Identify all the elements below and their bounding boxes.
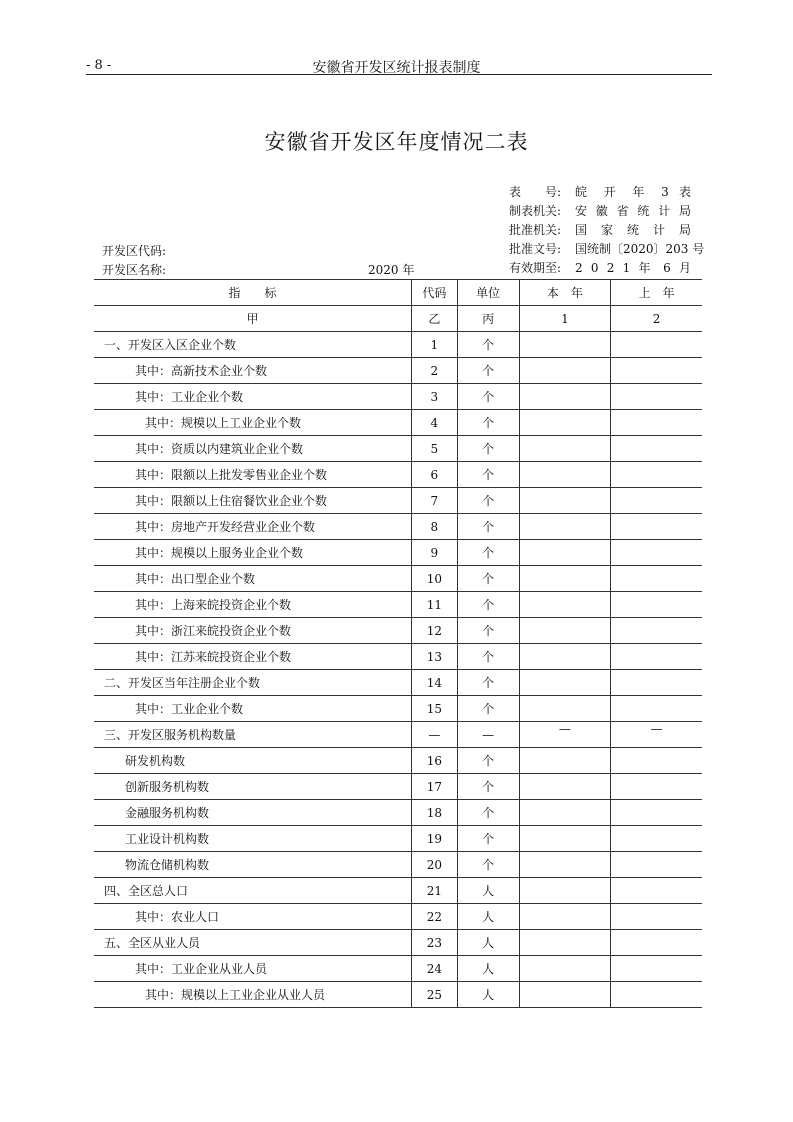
unit-cell: 个	[457, 410, 519, 436]
unit-cell: 人	[457, 982, 519, 1008]
table-row	[94, 722, 702, 748]
current-year-cell[interactable]	[519, 332, 611, 358]
code-cell: —	[411, 722, 457, 748]
unit-cell: 个	[457, 462, 519, 488]
indicator-label: 其中：房地产开发经营业企业个数	[135, 520, 316, 534]
page-title: 安徽省开发区年度情况二表	[264, 130, 529, 154]
indicator-cell	[94, 540, 411, 566]
indicator-cell	[94, 930, 411, 956]
header-indicator: 指 标	[94, 280, 411, 306]
unit-cell: 个	[457, 852, 519, 878]
indicator-label: 创新服务机构数	[125, 780, 210, 794]
indicator-cell	[94, 982, 411, 1008]
current-year-cell[interactable]	[519, 826, 611, 852]
code-cell: 3	[411, 384, 457, 410]
table-row	[94, 462, 702, 488]
indicator-cell	[94, 410, 411, 436]
subheader-current-year: 1	[519, 306, 611, 332]
unit-cell: 个	[457, 592, 519, 618]
indicator-cell	[94, 800, 411, 826]
indicator-label: 其中：工业企业个数	[135, 702, 244, 716]
previous-year-cell[interactable]	[611, 540, 702, 566]
indicator-label: 金融服务机构数	[125, 806, 210, 820]
previous-year-cell[interactable]	[611, 800, 702, 826]
table-row	[94, 488, 702, 514]
table-row	[94, 514, 702, 540]
meta-label: 批准文号:	[509, 242, 562, 256]
table-row	[94, 852, 702, 878]
meta-label: 制表机关:	[509, 204, 562, 218]
unit-cell: 个	[457, 826, 519, 852]
table-row	[94, 904, 702, 930]
previous-year-cell[interactable]	[611, 904, 702, 930]
current-year-cell[interactable]	[519, 878, 611, 904]
indicator-label: 其中：浙江来皖投资企业个数	[135, 624, 292, 638]
meta-row	[509, 183, 691, 202]
table-row	[94, 982, 702, 1008]
indicator-cell	[94, 462, 411, 488]
meta-label: 批准机关:	[509, 223, 562, 237]
unit-cell: 个	[457, 566, 519, 592]
subheader-indicator: 甲	[94, 306, 411, 332]
indicator-label: 其中：资质以内建筑业企业个数	[135, 442, 304, 456]
previous-year-cell[interactable]	[611, 878, 702, 904]
current-year-cell[interactable]	[519, 982, 611, 1008]
meta-value: 安 徽 省 统 计 局	[575, 204, 691, 218]
indicator-cell	[94, 774, 411, 800]
current-year-cell[interactable]	[519, 852, 611, 878]
current-year-cell[interactable]	[519, 670, 611, 696]
indicator-label: 四、全区总人口	[104, 884, 189, 898]
current-year-cell[interactable]	[519, 800, 611, 826]
header-unit: 单位	[457, 280, 519, 306]
indicator-label: 其中：出口型企业个数	[135, 572, 256, 586]
table-row	[94, 696, 702, 722]
current-year-cell[interactable]	[519, 384, 611, 410]
indicator-cell	[94, 696, 411, 722]
previous-year-cell[interactable]	[611, 358, 702, 384]
meta-value: 国 家 统 计 局	[575, 223, 691, 237]
indicator-cell	[94, 826, 411, 852]
indicator-label: 其中：工业企业从业人员	[135, 962, 268, 976]
unit-cell: 个	[457, 696, 519, 722]
page-number: - 8 -	[86, 58, 112, 73]
indicator-cell	[94, 852, 411, 878]
unit-cell: 个	[457, 332, 519, 358]
unit-cell: 人	[457, 930, 519, 956]
previous-year-cell[interactable]	[611, 566, 702, 592]
previous-year-cell[interactable]	[611, 670, 702, 696]
current-year-cell[interactable]	[519, 488, 611, 514]
previous-year-cell[interactable]	[611, 618, 702, 644]
table-row	[94, 618, 702, 644]
previous-year-cell[interactable]	[611, 826, 702, 852]
subheader-previous-year: 2	[611, 306, 702, 332]
meta-row	[509, 240, 705, 259]
previous-year-cell[interactable]	[611, 332, 702, 358]
meta-row	[509, 259, 691, 278]
code-cell: 20	[411, 852, 457, 878]
previous-year-cell[interactable]	[611, 852, 702, 878]
indicator-cell	[94, 488, 411, 514]
code-cell: 9	[411, 540, 457, 566]
previous-year-cell[interactable]	[611, 748, 702, 774]
code-cell: 19	[411, 826, 457, 852]
current-year-cell[interactable]	[519, 956, 611, 982]
code-cell: 1	[411, 332, 457, 358]
indicator-label: 其中：规模以上工业企业从业人员	[145, 988, 326, 1002]
unit-cell: 个	[457, 748, 519, 774]
indicator-cell	[94, 904, 411, 930]
header-current-year: 本 年	[519, 280, 611, 306]
previous-year-cell[interactable]	[611, 696, 702, 722]
current-year-cell[interactable]	[519, 358, 611, 384]
current-year-cell[interactable]: —	[519, 722, 611, 748]
unit-cell: —	[457, 722, 519, 748]
meta-value: 国统制〔2020〕203 号	[575, 242, 705, 256]
unit-cell: 个	[457, 540, 519, 566]
indicator-cell	[94, 384, 411, 410]
current-year-cell[interactable]	[519, 644, 611, 670]
indicator-label: 其中：规模以上服务业企业个数	[135, 546, 304, 560]
indicator-label: 一、开发区入区企业个数	[104, 338, 237, 352]
indicator-cell	[94, 748, 411, 774]
table-row	[94, 540, 702, 566]
previous-year-cell[interactable]	[611, 436, 702, 462]
indicator-cell	[94, 332, 411, 358]
table-row	[94, 670, 702, 696]
indicator-label: 其中：限额以上批发零售业企业个数	[135, 468, 328, 482]
previous-year-cell[interactable]	[611, 514, 702, 540]
current-year-cell[interactable]	[519, 904, 611, 930]
code-cell: 8	[411, 514, 457, 540]
table-row	[94, 358, 702, 384]
current-year-cell[interactable]	[519, 462, 611, 488]
indicator-label: 其中：上海来皖投资企业个数	[135, 598, 292, 612]
current-year-cell[interactable]	[519, 410, 611, 436]
indicator-cell	[94, 722, 411, 748]
table-row	[94, 384, 702, 410]
previous-year-cell[interactable]	[611, 982, 702, 1008]
code-cell: 23	[411, 930, 457, 956]
unit-cell: 个	[457, 618, 519, 644]
indicator-cell	[94, 592, 411, 618]
indicator-label: 工业设计机构数	[125, 832, 210, 846]
table-row	[94, 592, 702, 618]
table-row	[94, 930, 702, 956]
previous-year-cell[interactable]	[611, 592, 702, 618]
code-cell: 5	[411, 436, 457, 462]
indicator-label: 二、开发区当年注册企业个数	[104, 676, 261, 690]
table-row	[94, 800, 702, 826]
indicator-cell	[94, 358, 411, 384]
form-metadata	[509, 183, 705, 278]
indicator-label: 其中：江苏来皖投资企业个数	[135, 650, 292, 664]
unit-cell: 人	[457, 878, 519, 904]
code-cell: 16	[411, 748, 457, 774]
code-cell: 2	[411, 358, 457, 384]
indicator-label: 其中：规模以上工业企业个数	[145, 416, 302, 430]
running-title: 安徽省开发区统计报表制度	[312, 60, 481, 76]
indicator-label: 物流仓储机构数	[125, 858, 210, 872]
zone-code-label: 开发区代码:	[102, 244, 167, 258]
table-header-row	[94, 280, 702, 306]
unit-cell: 个	[457, 774, 519, 800]
code-cell: 6	[411, 462, 457, 488]
current-year-cell[interactable]	[519, 514, 611, 540]
code-cell: 17	[411, 774, 457, 800]
current-year-cell[interactable]	[519, 618, 611, 644]
table-row	[94, 748, 702, 774]
table-row	[94, 332, 702, 358]
previous-year-cell[interactable]	[611, 774, 702, 800]
code-cell: 18	[411, 800, 457, 826]
indicator-cell	[94, 514, 411, 540]
current-year-cell[interactable]	[519, 592, 611, 618]
meta-value: 2 0 2 1 年 6 月	[575, 261, 691, 275]
previous-year-cell[interactable]	[611, 462, 702, 488]
previous-year-cell[interactable]	[611, 410, 702, 436]
header-previous-year: 上 年	[611, 280, 702, 306]
previous-year-cell[interactable]	[611, 384, 702, 410]
meta-label: 表 号:	[509, 185, 562, 199]
meta-label: 有效期至:	[509, 261, 562, 275]
indicator-label: 其中：限额以上住宿餐饮业企业个数	[135, 494, 328, 508]
code-cell: 12	[411, 618, 457, 644]
table-row	[94, 826, 702, 852]
header-divider	[86, 74, 712, 75]
current-year-cell[interactable]	[519, 774, 611, 800]
meta-value: 皖 开 年 3 表	[575, 185, 691, 199]
meta-row	[509, 221, 691, 240]
indicator-cell	[94, 670, 411, 696]
code-cell: 21	[411, 878, 457, 904]
unit-cell: 人	[457, 904, 519, 930]
indicator-cell	[94, 436, 411, 462]
zone-name-label: 开发区名称:	[102, 263, 167, 277]
unit-cell: 个	[457, 384, 519, 410]
unit-cell: 个	[457, 436, 519, 462]
table-row	[94, 410, 702, 436]
indicator-label: 其中：高新技术企业个数	[135, 364, 268, 378]
current-year-cell[interactable]	[519, 566, 611, 592]
unit-cell: 人	[457, 956, 519, 982]
current-year-cell[interactable]	[519, 696, 611, 722]
indicator-cell	[94, 878, 411, 904]
header-code: 代码	[411, 280, 457, 306]
unit-cell: 个	[457, 800, 519, 826]
previous-year-cell[interactable]	[611, 930, 702, 956]
current-year-cell[interactable]	[519, 748, 611, 774]
current-year-cell[interactable]	[519, 930, 611, 956]
indicator-cell	[94, 644, 411, 670]
indicator-label: 研发机构数	[125, 754, 186, 768]
subheader-unit: 丙	[457, 306, 519, 332]
current-year-cell[interactable]	[519, 436, 611, 462]
indicator-cell	[94, 618, 411, 644]
unit-cell: 个	[457, 514, 519, 540]
previous-year-cell[interactable]	[611, 956, 702, 982]
code-cell: 24	[411, 956, 457, 982]
previous-year-cell[interactable]	[611, 488, 702, 514]
table-row	[94, 644, 702, 670]
code-cell: 25	[411, 982, 457, 1008]
previous-year-cell[interactable]	[611, 644, 702, 670]
unit-cell: 个	[457, 670, 519, 696]
unit-cell: 个	[457, 358, 519, 384]
indicator-label: 其中：农业人口	[135, 910, 220, 924]
code-cell: 4	[411, 410, 457, 436]
indicator-label: 三、开发区服务机构数量	[104, 728, 237, 742]
unit-cell: 个	[457, 644, 519, 670]
indicator-label: 五、全区从业人员	[104, 936, 201, 950]
code-cell: 22	[411, 904, 457, 930]
table-row	[94, 956, 702, 982]
unit-cell: 个	[457, 488, 519, 514]
indicator-cell	[94, 956, 411, 982]
table-subheader-row	[94, 306, 702, 332]
report-year: 2020 年	[368, 263, 415, 277]
table-row	[94, 774, 702, 800]
code-cell: 7	[411, 488, 457, 514]
table-row	[94, 566, 702, 592]
current-year-cell[interactable]	[519, 540, 611, 566]
meta-row	[509, 202, 691, 221]
indicator-cell	[94, 566, 411, 592]
statistics-table	[94, 279, 702, 1008]
code-cell: 13	[411, 644, 457, 670]
code-cell: 10	[411, 566, 457, 592]
previous-year-cell[interactable]: —	[611, 722, 702, 748]
code-cell: 15	[411, 696, 457, 722]
table-row	[94, 878, 702, 904]
indicator-label: 其中：工业企业个数	[135, 390, 244, 404]
table-row	[94, 436, 702, 462]
subheader-code: 乙	[411, 306, 457, 332]
code-cell: 14	[411, 670, 457, 696]
code-cell: 11	[411, 592, 457, 618]
